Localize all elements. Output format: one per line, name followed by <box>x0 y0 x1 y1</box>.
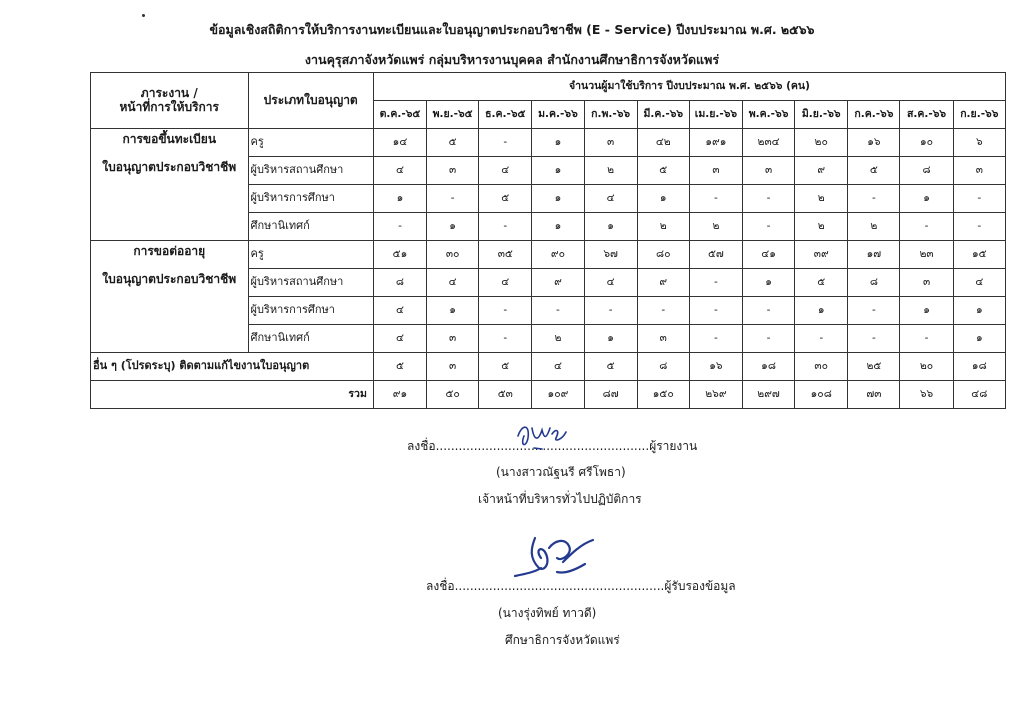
value-cell: - <box>742 213 794 241</box>
value-cell: ๒ <box>637 213 689 241</box>
value-cell: ๕ <box>584 353 637 381</box>
value-cell: ๔ <box>373 157 426 185</box>
value-cell: ๔ <box>532 353 584 381</box>
license-type-cell: ผู้บริหารการศึกษา <box>248 185 373 213</box>
value-cell: ๑๗ <box>848 241 900 269</box>
value-cell: - <box>742 185 794 213</box>
license-type-cell: ครู <box>248 241 373 269</box>
value-cell: ๑ <box>953 325 1005 353</box>
value-cell: ๖๗ <box>584 241 637 269</box>
month-header: มิ.ย.-๖๖ <box>795 101 848 129</box>
value-cell: ๑๖ <box>848 129 900 157</box>
other-label: อื่น ๆ (โปรดระบุ) ติดตามแก้ไขงานใบอนุญาต <box>91 353 374 381</box>
signature2-name: (นางรุ่งทิพย์ ทาวดี) <box>498 606 597 620</box>
table-row <box>91 241 1006 269</box>
signature2-handwriting <box>505 528 600 583</box>
value-cell: ๑๐ <box>900 129 953 157</box>
total-value-cell: ๙๑ <box>373 381 426 409</box>
signature2-position: ศึกษาธิการจังหวัดแพร่ <box>505 633 620 647</box>
value-cell: ๑ <box>532 129 584 157</box>
signature1-role: ผู้รายงาน <box>649 439 698 453</box>
value-cell: ๖ <box>953 129 1005 157</box>
header-license: ประเภทใบอนุญาต <box>248 73 373 129</box>
value-cell: - <box>848 297 900 325</box>
value-cell: ๓ <box>427 157 479 185</box>
value-cell: ๑ <box>427 213 479 241</box>
value-cell: ๕ <box>427 129 479 157</box>
signature1-dots: ........................................................ <box>435 439 650 453</box>
value-cell: ๙ <box>532 269 584 297</box>
total-value-cell: ๑๐๙ <box>532 381 584 409</box>
license-type-cell: ครู <box>248 129 373 157</box>
value-cell: ๓๙ <box>795 241 848 269</box>
license-type-cell: ผู้บริหารสถานศึกษา <box>248 269 373 297</box>
value-cell: - <box>479 325 532 353</box>
month-header: ก.ค.-๖๖ <box>848 101 900 129</box>
value-cell: ๑๘ <box>953 353 1005 381</box>
month-header: ก.ย.-๖๖ <box>953 101 1005 129</box>
value-cell: - <box>532 297 584 325</box>
value-cell: ๒๓ <box>900 241 953 269</box>
value-cell: - <box>689 185 742 213</box>
value-cell: ๔ <box>584 185 637 213</box>
total-value-cell: ๑๐๘ <box>795 381 848 409</box>
value-cell: - <box>742 297 794 325</box>
service-group-cell <box>91 241 249 353</box>
statistics-table <box>90 72 1006 409</box>
value-cell: ๔ <box>479 157 532 185</box>
table-row <box>91 129 1006 157</box>
signature1-prefix: ลงชื่อ <box>407 439 436 453</box>
value-cell: ๕ <box>637 157 689 185</box>
total-value-cell: ๘๗ <box>584 381 637 409</box>
total-row <box>91 381 1006 409</box>
table-body <box>91 129 1006 409</box>
signature1-handwriting <box>512 418 572 454</box>
value-cell: ๕๗ <box>689 241 742 269</box>
value-cell: ๑ <box>900 297 953 325</box>
value-cell: - <box>900 325 953 353</box>
value-cell: ๑ <box>532 213 584 241</box>
value-cell: - <box>637 297 689 325</box>
value-cell: ๔ <box>373 297 426 325</box>
value-cell: - <box>900 213 953 241</box>
value-cell: ๕ <box>795 269 848 297</box>
value-cell: ๑๙๑ <box>689 129 742 157</box>
value-cell: ๒๕ <box>848 353 900 381</box>
value-cell: ๓ <box>427 353 479 381</box>
value-cell: ๑ <box>900 185 953 213</box>
value-cell: ๑ <box>532 185 584 213</box>
value-cell: ๘ <box>848 269 900 297</box>
value-cell: ๕ <box>373 353 426 381</box>
value-cell: ๓๐ <box>795 353 848 381</box>
value-cell: ๕ <box>479 353 532 381</box>
license-type-cell: ผู้บริหารการศึกษา <box>248 297 373 325</box>
license-type-cell: ศึกษานิเทศก์ <box>248 325 373 353</box>
value-cell: ๒๐ <box>795 129 848 157</box>
month-header: เม.ย.-๖๖ <box>689 101 742 129</box>
value-cell: ๒ <box>795 185 848 213</box>
value-cell: - <box>427 185 479 213</box>
value-cell: - <box>953 213 1005 241</box>
other-row <box>91 353 1006 381</box>
total-value-cell: ๒๖๙ <box>689 381 742 409</box>
total-value-cell: ๑๕๐ <box>637 381 689 409</box>
header-job-line1: ภาระงาน / <box>140 85 198 100</box>
month-header: มี.ค.-๖๖ <box>637 101 689 129</box>
month-header: พ.ย.-๖๕ <box>427 101 479 129</box>
value-cell: ๑ <box>427 297 479 325</box>
value-cell: ๒ <box>795 213 848 241</box>
signature2-prefix: ลงชื่อ <box>426 579 455 593</box>
value-cell: ๓ <box>637 325 689 353</box>
total-value-cell: ๒๙๗ <box>742 381 794 409</box>
value-cell: ๓ <box>742 157 794 185</box>
license-type-cell: ผู้บริหารสถานศึกษา <box>248 157 373 185</box>
value-cell: ๘ <box>637 353 689 381</box>
value-cell: ๑๖ <box>689 353 742 381</box>
value-cell: ๘ <box>900 157 953 185</box>
value-cell: ๒ <box>689 213 742 241</box>
value-cell: - <box>742 325 794 353</box>
value-cell: ๒ <box>532 325 584 353</box>
value-cell: ๔ <box>373 325 426 353</box>
month-header: พ.ค.-๖๖ <box>742 101 794 129</box>
value-cell: - <box>584 297 637 325</box>
month-header: ต.ค.-๖๕ <box>373 101 426 129</box>
service-group-name: การขอต่ออายุ <box>133 244 206 258</box>
month-header: ก.พ.-๖๖ <box>584 101 637 129</box>
value-cell: ๑ <box>953 297 1005 325</box>
total-value-cell: ๕๓ <box>479 381 532 409</box>
header-month-group: จำนวนผู้มาใช้บริการ ปีงบประมาณ พ.ศ. ๒๕๖๖ (คน) <box>373 73 1005 101</box>
value-cell: ๓ <box>584 129 637 157</box>
total-value-cell: ๗๓ <box>848 381 900 409</box>
value-cell: ๘ <box>373 269 426 297</box>
total-value-cell: ๕๐ <box>427 381 479 409</box>
value-cell: ๑ <box>532 157 584 185</box>
value-cell: - <box>479 297 532 325</box>
value-cell: ๒๓๔ <box>742 129 794 157</box>
value-cell: ๔ <box>427 269 479 297</box>
value-cell: - <box>689 269 742 297</box>
header-job-line2: หน้าที่การให้บริการ <box>119 99 219 114</box>
signature2-line <box>426 577 736 596</box>
value-cell: ๓๕ <box>479 241 532 269</box>
value-cell: ๓๐ <box>427 241 479 269</box>
value-cell: ๔ <box>584 269 637 297</box>
signature2-role: ผู้รับรองข้อมูล <box>664 579 736 593</box>
value-cell: ๒ <box>848 213 900 241</box>
value-cell: ๙๐ <box>532 241 584 269</box>
value-cell: ๒ <box>584 157 637 185</box>
value-cell: ๑ <box>795 297 848 325</box>
value-cell: - <box>795 325 848 353</box>
value-cell: ๓ <box>953 157 1005 185</box>
value-cell: ๑ <box>637 185 689 213</box>
document-title: ข้อมูลเชิงสถิติการให้บริการงานทะเบียนและใบอนุญาตประกอบวิชาชีพ (E - Service) ปีงบประมาณ พ.ศ. ๒๕๖๖ <box>209 22 815 37</box>
value-cell: ๔๒ <box>637 129 689 157</box>
license-type-cell: ศึกษานิเทศก์ <box>248 213 373 241</box>
value-cell: - <box>848 325 900 353</box>
value-cell: ๑ <box>584 325 637 353</box>
service-group-name: การขอขึ้นทะเบียน <box>122 132 217 146</box>
value-cell: ๒๐ <box>900 353 953 381</box>
value-cell: - <box>479 213 532 241</box>
value-cell: ๑ <box>373 185 426 213</box>
total-value-cell: ๖๖ <box>900 381 953 409</box>
value-cell: ๑ <box>742 269 794 297</box>
signature2-dots: ....................................................... <box>454 579 665 593</box>
value-cell: ๔ <box>953 269 1005 297</box>
scan-speck <box>142 14 145 17</box>
value-cell: ๓ <box>427 325 479 353</box>
value-cell: ๓ <box>900 269 953 297</box>
value-cell: - <box>373 213 426 241</box>
total-label: รวม <box>91 381 374 409</box>
value-cell: ๕ <box>848 157 900 185</box>
signature1-position: เจ้าหน้าที่บริหารทั่วไปปฏิบัติการ <box>478 492 642 506</box>
total-value-cell: ๔๘ <box>953 381 1005 409</box>
month-header: ธ.ค.-๖๕ <box>479 101 532 129</box>
value-cell: ๕ <box>479 185 532 213</box>
value-cell: ๑๕ <box>953 241 1005 269</box>
value-cell: ๕๑ <box>373 241 426 269</box>
value-cell: ๓ <box>689 157 742 185</box>
signature1-name: (นางสาวณัฐนรี ศรีโพธา) <box>496 465 626 479</box>
value-cell: ๙ <box>795 157 848 185</box>
value-cell: - <box>848 185 900 213</box>
value-cell: ๑๘ <box>742 353 794 381</box>
month-header: ส.ค.-๖๖ <box>900 101 953 129</box>
value-cell: ๔๑ <box>742 241 794 269</box>
value-cell: ๔ <box>479 269 532 297</box>
value-cell: ๙ <box>637 269 689 297</box>
value-cell: - <box>689 325 742 353</box>
value-cell: - <box>479 129 532 157</box>
value-cell: - <box>953 185 1005 213</box>
value-cell: ๑๔ <box>373 129 426 157</box>
header-job <box>91 73 249 129</box>
service-group-name-line2: ใบอนุญาตประกอบวิชาชีพ <box>102 159 237 174</box>
value-cell: - <box>689 297 742 325</box>
service-group-cell <box>91 129 249 241</box>
month-header: ม.ค.-๖๖ <box>532 101 584 129</box>
service-group-name-line2: ใบอนุญาตประกอบวิชาชีพ <box>102 271 237 286</box>
value-cell: ๑ <box>584 213 637 241</box>
value-cell: ๘๐ <box>637 241 689 269</box>
document-subtitle: งานคุรุสภาจังหวัดแพร่ กลุ่มบริหารงานบุคคล สำนักงานศึกษาธิการจังหวัดแพร่ <box>304 52 720 67</box>
